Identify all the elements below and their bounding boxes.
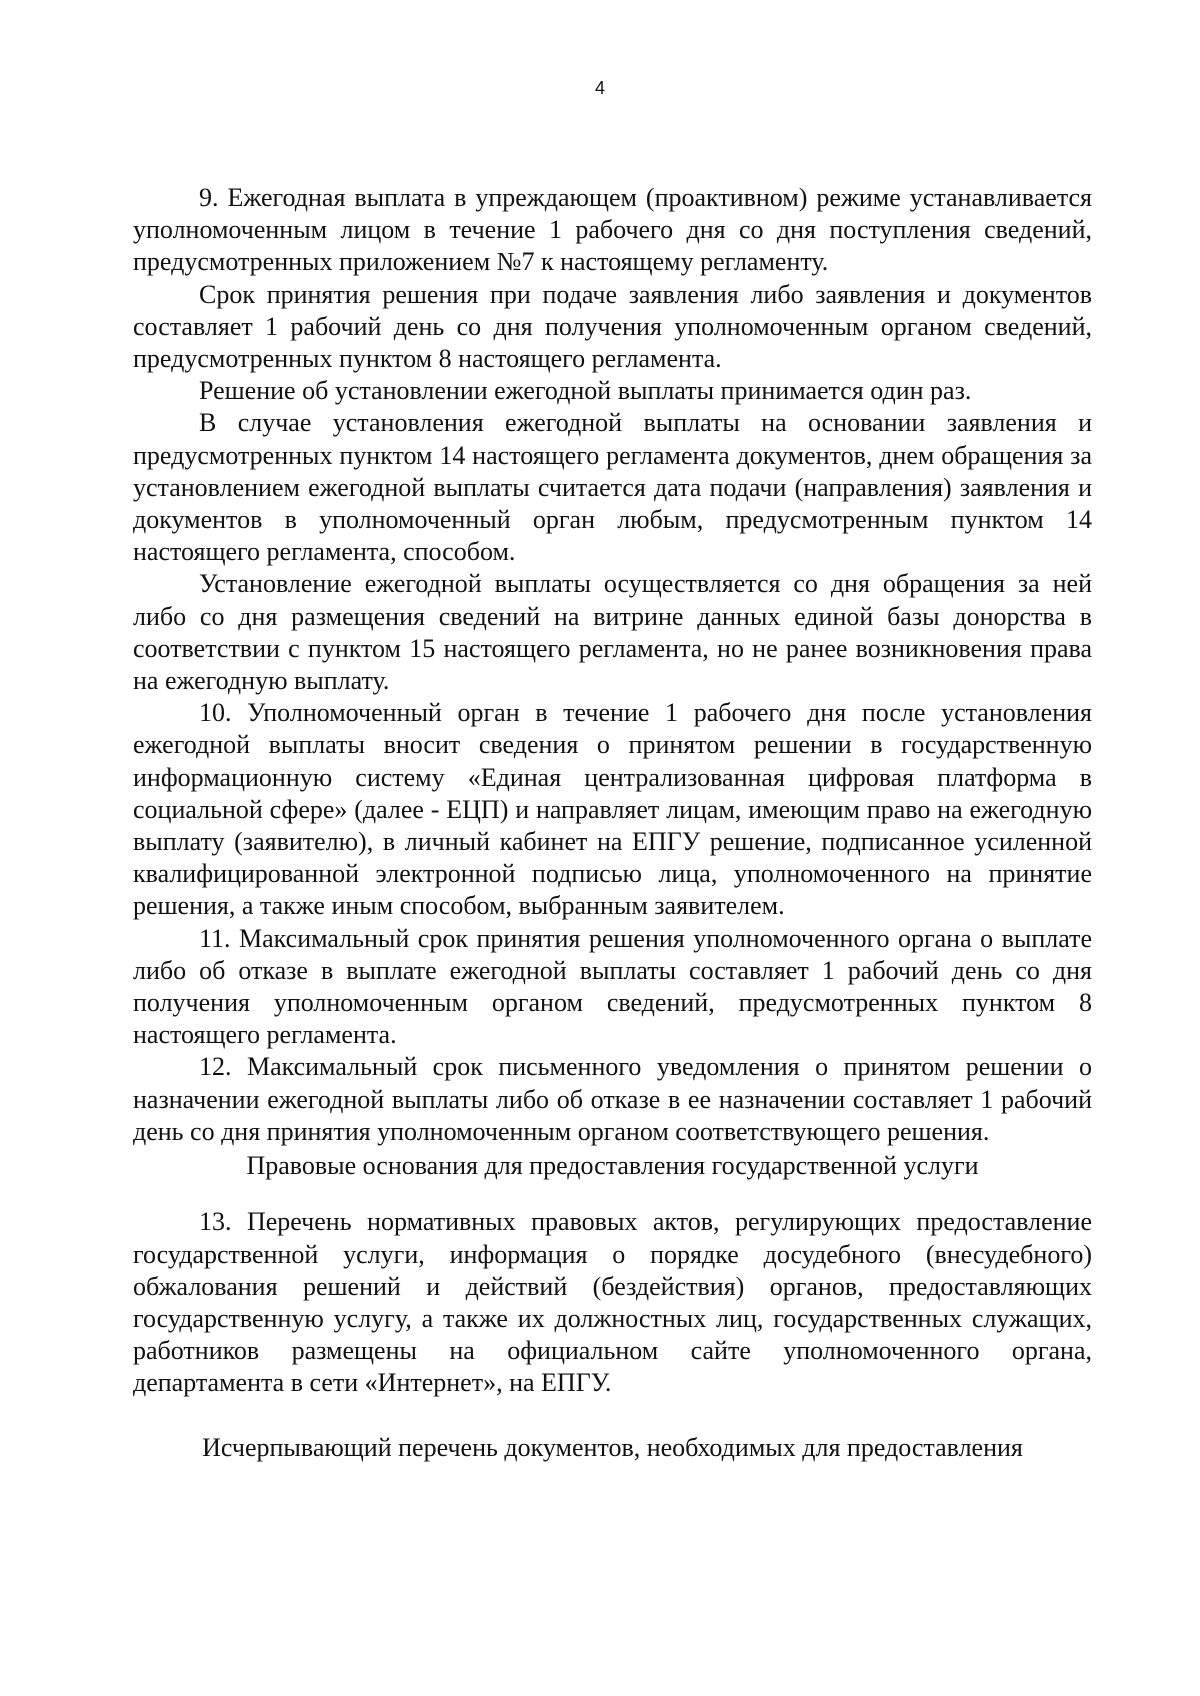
page-number: 4 [594,78,605,98]
paragraph-11: 11. Максимальный срок принятия решения уполномоченного органа о выплате либо об отказе в выплате ежегодной выплаты составляет 1 рабочий день со дня получения уполномоченным органом сведений, предусмотренных пунктом 8 настоящего регламента. [133,923,1092,1050]
paragraph-12: 12. Максимальный срок письменного уведомления о принятом решении о назначении ежегодной выплаты либо об отказе в ее назначении составляет 1 рабочий день со дня принятия уполномоченным органом соответствующего решения. [133,1052,1092,1146]
paragraph-decision-term: Срок принятия решения при подаче заявления либо заявления и документов составляет 1 рабочий день со дня получения уполномоченным органом сведений, предусмотренных пунктом 8 настоящего регламента. [133,279,1092,374]
section-heading-legal-basis: Правовые основания для предоставления государственной услуги [246,1151,979,1181]
section-heading-documents: Исчерпывающий перечень документов, необходимых для предоставления [202,1432,1023,1462]
document-body [133,182,1092,1464]
paragraph-9: 9. Ежегодная выплата в упреждающем (проактивном) режиме устанавливается уполномоченным лицом в течение 1 рабочего дня со дня поступления сведений, предусмотренных приложением №7 к настоящему регламенту. [133,183,1092,277]
paragraph-payment-establishment: Установление ежегодной выплаты осуществляется со дня обращения за ней либо со дня размещения сведений на витрине данных единой базы донорства в соответствии с пунктом 15 настоящего регламента, но не ранее возникновения права на ежегодную выплату. [133,569,1092,696]
paragraph-13: 13. Перечень нормативных правовых актов, регулирующих предоставление государственной услуги, информация о порядке досудебного (внесудебного) обжалования решений и действий (бездействия) органов, предоставляющих государственную услугу, а также их должностных лиц, государственных служащих, работников размещены на официальном сайте уполномоченного органа, департамента в сети «Интернет», на ЕПГУ. [133,1207,1092,1398]
paragraph-application-date: В случае установления ежегодной выплаты на основании заявления и предусмотренных пунктом 14 настоящего регламента документов, днем обращения за установлением ежегодной выплаты считается дата подачи (направления) заявления и документов в уполномоченный орган любым, предусмотренным пунктом 14 настоящего регламента, способом. [133,408,1092,567]
paragraph-decision-once: Решение об установлении ежегодной выплаты принимается один раз. [199,376,972,406]
paragraph-10: 10. Уполномоченный орган в течение 1 рабочего дня после установления ежегодной выплаты вносит сведения о принятом решении в государственную информационную систему «Единая централизованная цифровая платформа в социальной сфере» (далее - ЕЦП) и направляет лицам, имеющим право на ежегодную выплату (заявителю), в личный кабинет на ЕПГУ решение, подписанное усиленной квалифицированной электронной подписью лица, уполномоченного на принятие решения, а также иным способом, выбранным заявителем. [133,698,1092,921]
